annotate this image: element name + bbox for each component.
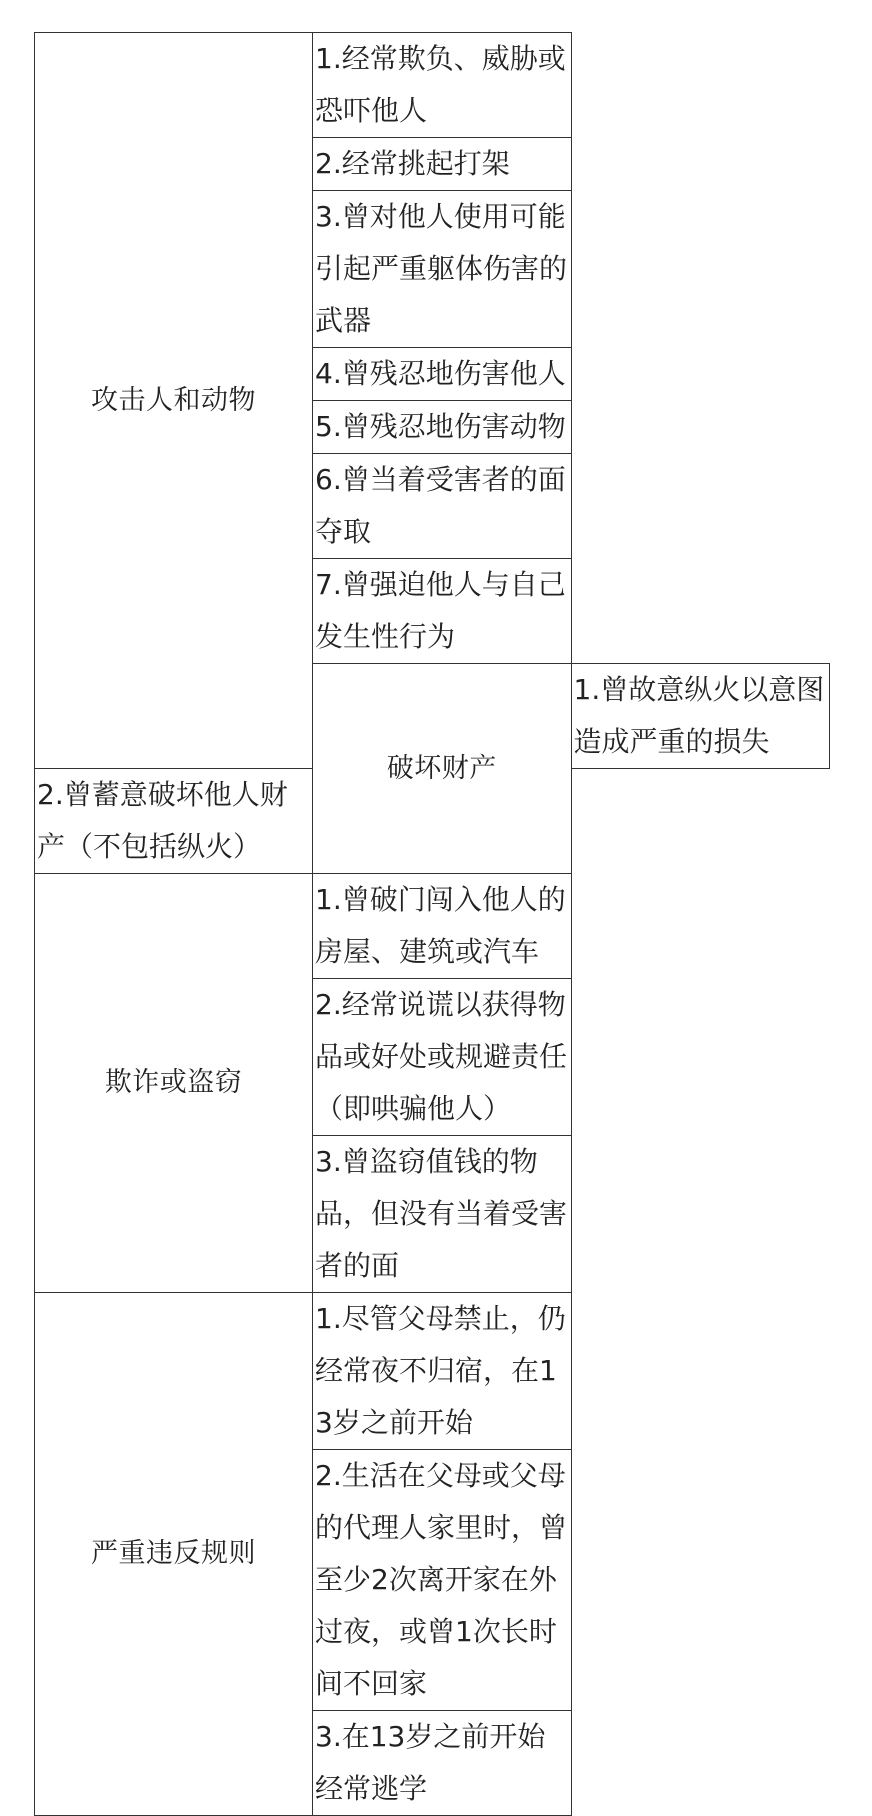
- criterion-cell: 3.曾对他人使用可能引起严重躯体伤害的武器: [313, 191, 572, 348]
- criterion-cell: 6.曾当着受害者的面夺取: [313, 454, 572, 559]
- criterion-cell: 5.曾残忍地伤害动物: [313, 401, 572, 454]
- criterion-cell: 2.经常说谎以获得物品或好处或规避责任（即哄骗他人）: [313, 979, 572, 1136]
- criterion-cell: 1.经常欺负、威胁或恐吓他人: [313, 33, 572, 138]
- criterion-cell: 1.尽管父母禁止，仍经常夜不归宿，在13岁之前开始: [313, 1293, 572, 1450]
- table-row: [35, 874, 830, 979]
- criterion-cell: 2.生活在父母或父母的代理人家里时，曾至少2次离开家在外过夜，或曾1次长时间不回家: [313, 1450, 572, 1711]
- criteria-table: [34, 32, 830, 1816]
- criterion-cell: 2.曾蓄意破坏他人财产（不包括纵火）: [35, 769, 313, 874]
- criterion-cell: 4.曾残忍地伤害他人: [313, 348, 572, 401]
- criterion-cell: 1.曾破门闯入他人的房屋、建筑或汽车: [313, 874, 572, 979]
- table-row: [35, 33, 830, 138]
- category-cell: 攻击人和动物: [35, 33, 313, 769]
- criterion-cell: 7.曾强迫他人与自己发生性行为: [313, 559, 572, 664]
- criterion-cell: 1.曾故意纵火以意图造成严重的损失: [571, 664, 830, 769]
- category-cell: 欺诈或盗窃: [35, 874, 313, 1293]
- category-cell: 破坏财产: [313, 664, 572, 874]
- criterion-cell: 2.经常挑起打架: [313, 138, 572, 191]
- table-row: [35, 1293, 830, 1450]
- criterion-cell: 3.在13岁之前开始经常逃学: [313, 1711, 572, 1816]
- category-cell: 严重违反规则: [35, 1293, 313, 1816]
- criterion-cell: 3.曾盗窃值钱的物品，但没有当着受害者的面: [313, 1136, 572, 1293]
